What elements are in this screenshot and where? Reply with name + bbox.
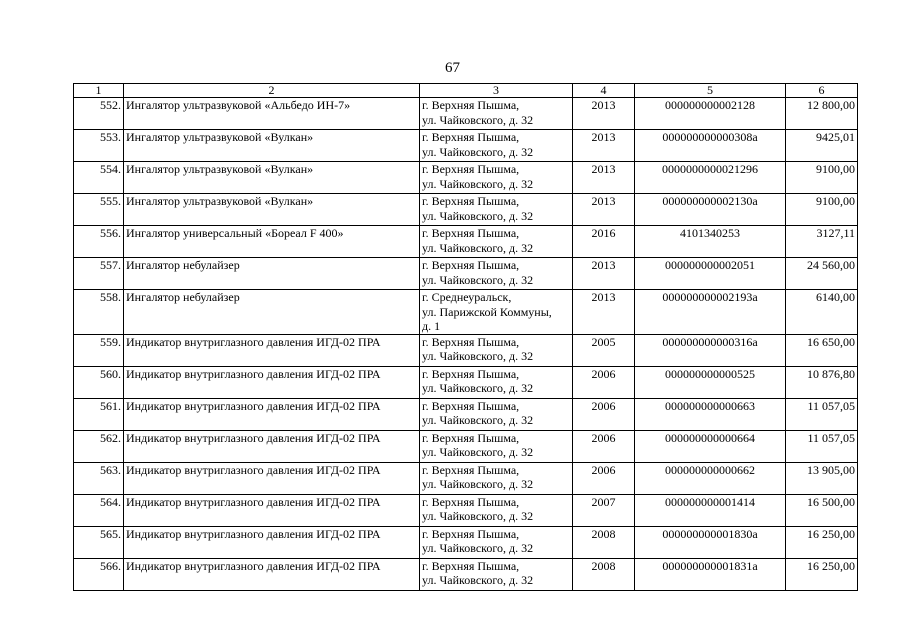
item-name: Индикатор внутриглазного давления ИГД-02 ПРА [124,526,420,558]
inventory-number: 000000000002130а [635,194,786,226]
address-line: ул. Парижской Коммуны, [422,304,552,319]
row-number: 562. [74,430,124,462]
item-year: 2005 [573,334,635,366]
table-row [74,290,858,335]
item-address [420,366,573,398]
item-name: Индикатор внутриглазного давления ИГД-02 ПРА [124,494,420,526]
item-year: 2013 [573,290,635,335]
item-address [420,258,573,290]
row-number: 565. [74,526,124,558]
inventory-number: 000000000002051 [635,258,786,290]
table-row [74,226,858,258]
row-number: 561. [74,398,124,430]
inventory-number: 000000000002128 [635,98,786,130]
item-cost: 24 560,00 [786,258,858,290]
item-name: Ингалятор ультразвуковой «Альбедо ИН-7» [124,98,420,130]
item-name: Индикатор внутриглазного давления ИГД-02 ПРА [124,558,420,590]
address-line: ул. Чайковского, д. 32 [422,381,534,395]
item-cost: 6140,00 [786,290,858,335]
item-address [420,430,573,462]
column-header: 6 [786,84,858,98]
item-year: 2013 [573,258,635,290]
address-line: г. Верхняя Пышма, [422,430,520,445]
inventory-number: 000000000000664 [635,430,786,462]
inventory-number: 000000000000308а [635,130,786,162]
item-cost: 16 250,00 [786,558,858,590]
item-cost: 16 500,00 [786,494,858,526]
address-line: ул. Чайковского, д. 32 [422,509,534,523]
table-header-row [74,84,858,98]
inventory-number: 4101340253 [635,226,786,258]
address-line: г. Верхняя Пышма, [422,494,520,509]
item-name: Ингалятор небулайзер [124,258,420,290]
row-number: 558. [74,290,124,335]
item-cost: 9100,00 [786,162,858,194]
table-row [74,462,858,494]
inventory-number: 000000000002193а [635,290,786,335]
item-cost: 16 250,00 [786,526,858,558]
item-year: 2007 [573,494,635,526]
item-address [420,98,573,130]
item-year: 2006 [573,430,635,462]
address-line: г. Верхняя Пышма, [422,130,520,144]
item-address [420,558,573,590]
address-line: ул. Чайковского, д. 32 [422,112,534,127]
item-address [420,226,573,258]
address-line: г. Верхняя Пышма, [422,398,520,413]
inventory-number: 000000000000525 [635,366,786,398]
column-header: 2 [124,84,420,98]
row-number: 564. [74,494,124,526]
inventory-table [73,83,858,591]
item-year: 2008 [573,526,635,558]
item-cost: 11 057,05 [786,430,858,462]
column-header: 5 [635,84,786,98]
table-row [74,558,858,590]
table-row [74,130,858,162]
item-address [420,398,573,430]
item-year: 2006 [573,462,635,494]
table-row [74,494,858,526]
address-line: г. Верхняя Пышма, [422,334,520,349]
item-cost: 12 800,00 [786,98,858,130]
item-name: Индикатор внутриглазного давления ИГД-02 ПРА [124,462,420,494]
address-line: ул. Чайковского, д. 32 [422,208,534,223]
table-row [74,398,858,430]
item-cost: 9100,00 [786,194,858,226]
address-line: г. Верхняя Пышма, [422,462,520,477]
item-cost: 9425,01 [786,130,858,162]
row-number: 560. [74,366,124,398]
address-line: ул. Чайковского, д. 32 [422,573,534,587]
address-line: ул. Чайковского, д. 32 [422,144,534,159]
item-name: Индикатор внутриглазного давления ИГД-02 ПРА [124,366,420,398]
address-line: г. Верхняя Пышма, [422,558,520,573]
item-year: 2006 [573,398,635,430]
address-line: г. Верхняя Пышма, [422,226,520,240]
row-number: 554. [74,162,124,194]
column-header: 4 [573,84,635,98]
address-line: г. Верхняя Пышма, [422,98,520,112]
item-name: Индикатор внутриглазного давления ИГД-02 ПРА [124,430,420,462]
item-year: 2013 [573,130,635,162]
inventory-number: 000000000001414 [635,494,786,526]
row-number: 557. [74,258,124,290]
item-address [420,290,573,335]
address-line: ул. Чайковского, д. 32 [422,445,534,459]
item-cost: 11 057,05 [786,398,858,430]
item-cost: 16 650,00 [786,334,858,366]
address-line: ул. Чайковского, д. 32 [422,272,534,287]
item-year: 2016 [573,226,635,258]
address-line: г. Верхняя Пышма, [422,258,520,272]
item-address [420,462,573,494]
inventory-number: 000000000000316а [635,334,786,366]
table-row [74,366,858,398]
item-address [420,526,573,558]
item-address [420,194,573,226]
item-name: Ингалятор ультразвуковой «Вулкан» [124,130,420,162]
address-line: г. Среднеуральск, [422,290,512,304]
column-header: 3 [420,84,573,98]
item-name: Индикатор внутриглазного давления ИГД-02 ПРА [124,398,420,430]
column-header: 1 [74,84,124,98]
item-name: Ингалятор ультразвуковой «Вулкан» [124,194,420,226]
address-line: ул. Чайковского, д. 32 [422,349,534,363]
item-address [420,130,573,162]
item-name: Индикатор внутриглазного давления ИГД-02 ПРА [124,334,420,366]
address-line: д. 1 [422,319,441,333]
item-address [420,494,573,526]
item-year: 2008 [573,558,635,590]
table-row [74,194,858,226]
row-number: 556. [74,226,124,258]
item-year: 2006 [573,366,635,398]
address-line: г. Верхняя Пышма, [422,526,520,541]
item-cost: 3127,11 [786,226,858,258]
table-row [74,98,858,130]
row-number: 555. [74,194,124,226]
inventory-number: 000000000001831а [635,558,786,590]
item-cost: 13 905,00 [786,462,858,494]
item-year: 2013 [573,194,635,226]
table-row [74,526,858,558]
address-line: ул. Чайковского, д. 32 [422,477,534,491]
table-row [74,334,858,366]
table-body [74,98,858,591]
item-address [420,334,573,366]
inventory-number: 000000000000662 [635,462,786,494]
item-name: Ингалятор универсальный «Бореал F 400» [124,226,420,258]
item-year: 2013 [573,98,635,130]
table-row [74,258,858,290]
inventory-number: 000000000000663 [635,398,786,430]
address-line: г. Верхняя Пышма, [422,194,520,208]
row-number: 553. [74,130,124,162]
inventory-number: 0000000000021296 [635,162,786,194]
inventory-number: 000000000001830а [635,526,786,558]
table-row [74,162,858,194]
table-row [74,430,858,462]
item-year: 2013 [573,162,635,194]
row-number: 566. [74,558,124,590]
address-line: ул. Чайковского, д. 32 [422,413,534,427]
address-line: г. Верхняя Пышма, [422,366,520,381]
item-name: Ингалятор ультразвуковой «Вулкан» [124,162,420,194]
address-line: ул. Чайковского, д. 32 [422,541,534,555]
page-number: 67 [445,60,460,76]
item-address [420,162,573,194]
address-line: ул. Чайковского, д. 32 [422,176,534,191]
row-number: 552. [74,98,124,130]
row-number: 563. [74,462,124,494]
address-line: ул. Чайковского, д. 32 [422,240,534,255]
row-number: 559. [74,334,124,366]
item-cost: 10 876,80 [786,366,858,398]
address-line: г. Верхняя Пышма, [422,162,520,176]
item-name: Ингалятор небулайзер [124,290,420,335]
